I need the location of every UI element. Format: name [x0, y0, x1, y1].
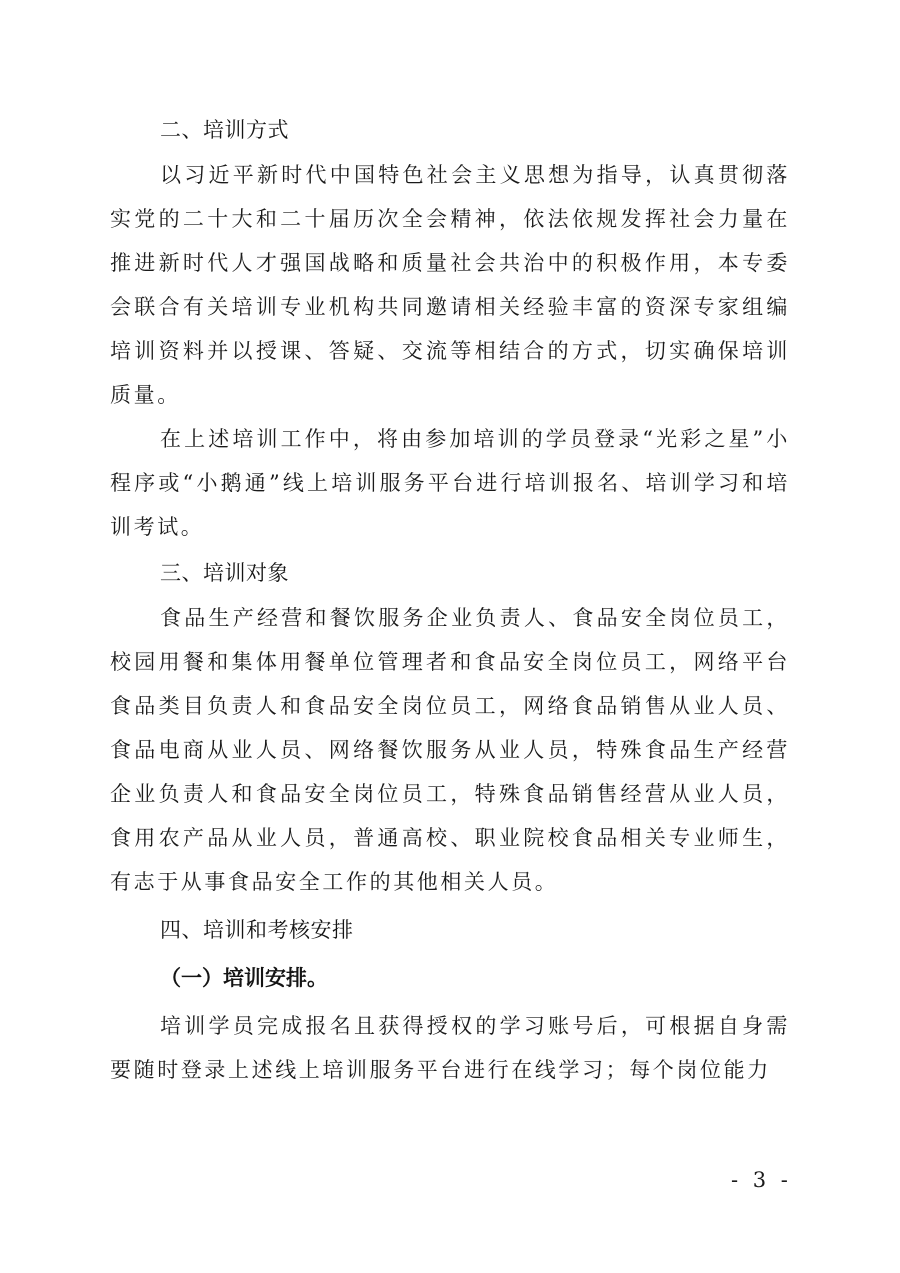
paragraph-training-target: 食品生产经营和餐饮服务企业负责人、食品安全岗位员工，校园用餐和集体用餐单位管理者和食品安全岗位员工，网络平台食品类目负责人和食品安全岗位员工，网络食品销售从业人员、食品电商从业人员、网络餐饮服务从业人员，特殊食品生产经营企业负责人和食品安全岗位员工，特殊食品销售经营从业人员，食用农产品从业人员，普通高校、职业院校食品相关专业师生，有志于从事食品安全工作的其他相关人员。: [110, 606, 790, 894]
document-body: [110, 110, 790, 1092]
paragraph-training-method: 以习近平新时代中国特色社会主义思想为指导，认真贯彻落实党的二十大和二十届历次全会精神，依法依规发挥社会力量在推进新时代人才强国战略和质量社会共治中的积极作用，本专委会联合有关培训专业机构共同邀请相关经验丰富的资深专家组编培训资料并以授课、答疑、交流等相结合的方式，切实确保培训质量。: [110, 163, 790, 407]
paragraph-training-platform: 在上述培训工作中，将由参加培训的学员登录“光彩之星”小程序或“小鹅通”线上培训服务平台进行培训报名、培训学习和培训考试。: [110, 427, 790, 539]
section-heading-training-method: 二、培训方式: [160, 118, 289, 142]
subsection-heading-training-arrangement: （一）培训安排。: [160, 966, 328, 990]
paragraph-training-arrangement: 培训学员完成报名且获得授权的学习账号后，可根据自身需要随时登录上述线上培训服务平台进行在线学习；每个岗位能力: [110, 1014, 790, 1082]
section-heading-training-target: 三、培训对象: [160, 561, 289, 585]
section-heading-training-schedule: 四、培训和考核安排: [160, 918, 354, 942]
page-number: - 3 -: [731, 1168, 792, 1192]
